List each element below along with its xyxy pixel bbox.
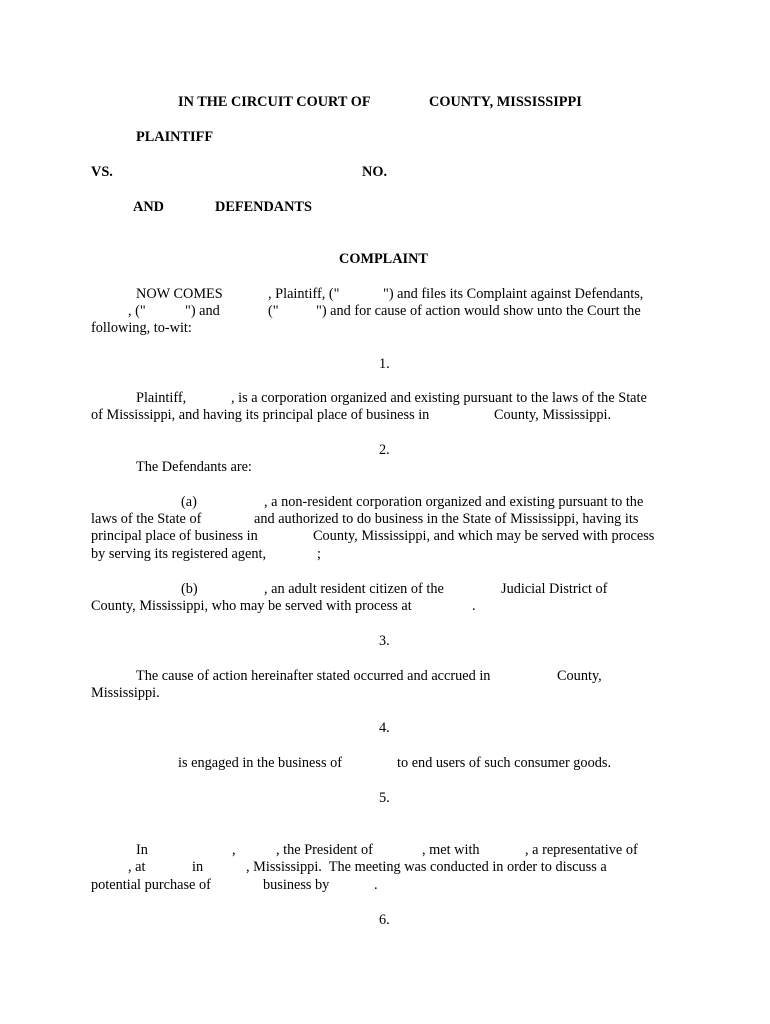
paragraph-text: Judicial District of (501, 581, 608, 597)
court-heading-left: IN THE CIRCUIT COURT OF (178, 94, 371, 110)
and-label: AND (133, 199, 164, 215)
paragraph-number: 6. (379, 912, 390, 928)
intro-text: (" (268, 303, 279, 319)
plaintiff-label: PLAINTIFF (136, 129, 214, 145)
paragraph-text: County, Mississippi, and which may be served with process (313, 528, 655, 544)
case-number-label: NO. (362, 164, 388, 180)
paragraph-text: The cause of action hereinafter stated occurred and accrued in (136, 668, 491, 684)
intro-text: ") and (185, 303, 220, 319)
paragraph-text: to end users of such consumer goods. (397, 755, 612, 771)
paragraph-text: In (136, 842, 148, 858)
paragraph-text: , a non-resident corporation organized and existing pursuant to the (264, 494, 644, 510)
intro-text: , Plaintiff, (" (268, 286, 340, 302)
paragraph-text: The Defendants are: (136, 459, 252, 475)
paragraph-text: , Mississippi. The meeting was conducted in order to discuss a (246, 859, 607, 875)
paragraph-text: potential purchase of (91, 877, 211, 893)
versus-label: VS. (91, 164, 113, 180)
paragraph-text: , at (128, 859, 146, 875)
intro-text: NOW COMES (136, 286, 223, 302)
paragraph-text: , is a corporation organized and existing pursuant to the laws of the State (231, 390, 647, 406)
document-title: COMPLAINT (339, 251, 428, 267)
list-label: (a) (181, 494, 197, 510)
intro-text: following, to-wit: (91, 320, 192, 336)
paragraph-text: and authorized to do business in the State of Mississippi, having its (254, 511, 639, 527)
paragraph-text: by serving its registered agent, (91, 546, 267, 562)
paragraph-text: Plaintiff, (136, 390, 187, 406)
intro-text: ") and files its Complaint against Defendants, (383, 286, 644, 302)
defendants-label: DEFENDANTS (215, 199, 312, 215)
intro-text: ") and for cause of action would show unto the Court the (316, 303, 641, 319)
paragraph-text: . (374, 877, 378, 893)
paragraph-text: , (232, 842, 236, 858)
paragraph-number: 3. (379, 633, 390, 649)
paragraph-text: principal place of business in (91, 528, 258, 544)
paragraph-text: business by (263, 877, 330, 893)
paragraph-text: County, Mississippi, who may be served with process at (91, 598, 412, 614)
paragraph-number: 1. (379, 356, 390, 372)
intro-text: , (" (128, 303, 146, 319)
paragraph-number: 4. (379, 720, 390, 736)
paragraph-text: ; (317, 546, 321, 562)
paragraph-text: . (472, 598, 476, 614)
court-heading-right: COUNTY, MISSISSIPPI (429, 94, 582, 110)
paragraph-number: 5. (379, 790, 390, 806)
paragraph-text: , a representative of (525, 842, 638, 858)
paragraph-text: , the President of (276, 842, 373, 858)
paragraph-text: of Mississippi, and having its principal place of business in (91, 407, 430, 423)
paragraph-text: laws of the State of (91, 511, 202, 527)
paragraph-text: County, (557, 668, 602, 684)
paragraph-text: Mississippi. (91, 685, 160, 701)
paragraph-text: is engaged in the business of (178, 755, 342, 771)
list-label: (b) (181, 581, 198, 597)
paragraph-text: in (192, 859, 204, 875)
paragraph-text: , an adult resident citizen of the (264, 581, 444, 597)
paragraph-number: 2. (379, 442, 390, 458)
paragraph-text: , met with (422, 842, 480, 858)
paragraph-text: County, Mississippi. (494, 407, 612, 423)
